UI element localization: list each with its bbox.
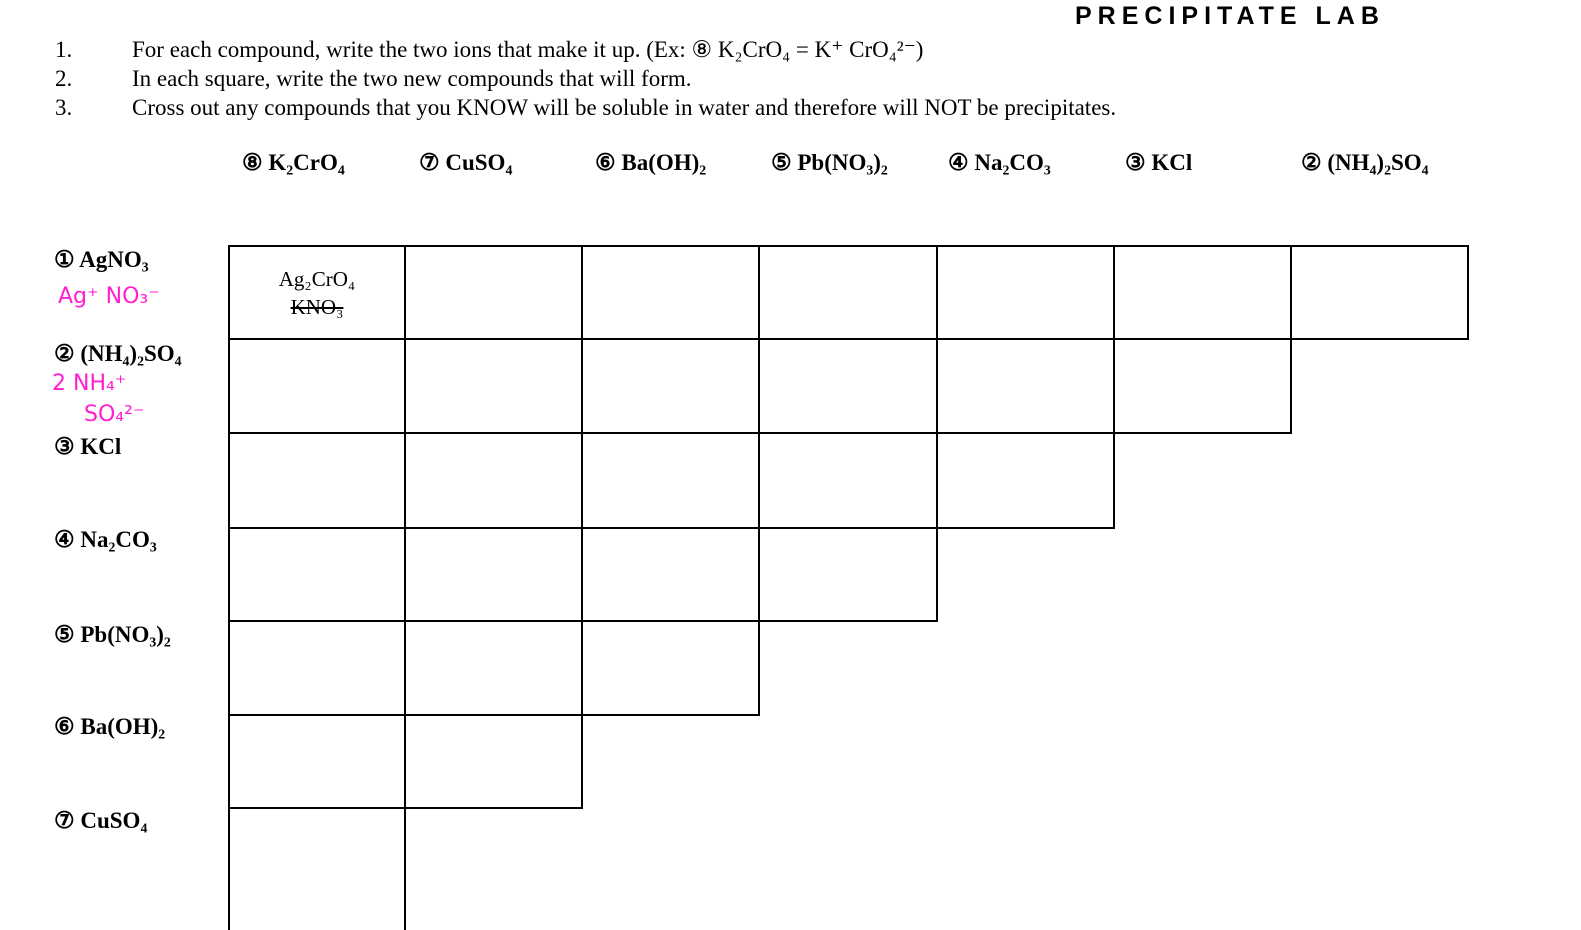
grid-cell [404, 245, 583, 340]
grid-cell [404, 338, 583, 434]
grid-cell [228, 620, 406, 716]
grid-cell [228, 807, 406, 930]
grid-cell [404, 620, 583, 716]
handwritten-nh4-ion: 2 NH₄⁺ [52, 371, 127, 396]
row-header-agno3: ① AgNO₃ [54, 247, 149, 272]
instructions-list [55, 35, 1355, 125]
row-header-nh42so4: ② (NH₄)₂SO₄ [54, 341, 182, 366]
grid-cell [228, 527, 406, 622]
row-header-kcl: ③ KCl [54, 434, 122, 459]
grid-cell [228, 432, 406, 529]
column-header-baoh2: ⑥ Ba(OH)₂ [595, 150, 707, 175]
handwritten-agno3-ions: Ag⁺ NO₃⁻ [58, 284, 160, 309]
instruction-text: For each compound, write the two ions that make it up. (Ex: ⑧ K₂CrO₄ = K⁺ CrO₄²⁻) [132, 37, 924, 62]
grid-cell [581, 620, 760, 716]
page-title: PRECIPITATE LAB [1075, 2, 1385, 30]
instruction-text: Cross out any compounds that you KNOW will be soluble in water and therefore will NOT be precipitates. [132, 95, 1117, 120]
grid-cell [758, 338, 938, 434]
grid-cell [758, 527, 938, 622]
column-header-na2co3: ④ Na₂CO₃ [948, 150, 1051, 175]
grid-cell [936, 245, 1115, 340]
column-header-pbno32: ⑤ Pb(NO₃)₂ [771, 150, 888, 175]
grid-cell [1113, 245, 1292, 340]
grid-cell [758, 432, 938, 529]
grid-cell [404, 527, 583, 622]
instruction-number: 3. [55, 95, 73, 120]
handwritten-so4-ion: SO₄²⁻ [84, 402, 145, 427]
grid-cell [581, 527, 760, 622]
grid-cell [581, 245, 760, 340]
instruction-number: 2. [55, 66, 73, 91]
cell-product-1: Ag₂CrO₄ [278, 267, 356, 291]
cell-product-2-crossed-out: KNO₃ [290, 295, 344, 319]
column-header-kcl: ③ KCl [1125, 150, 1193, 175]
grid-cell [404, 714, 583, 809]
grid-cell [228, 714, 406, 809]
grid-cell [1113, 338, 1292, 434]
grid-cell [1290, 245, 1469, 340]
column-header-nh42so4: ② (NH₄)₂SO₄ [1301, 150, 1429, 175]
grid-cell [228, 245, 406, 340]
grid-cell [758, 245, 938, 340]
row-header-pbno32: ⑤ Pb(NO₃)₂ [54, 622, 171, 647]
row-header-na2co3: ④ Na₂CO₃ [54, 527, 157, 552]
row-header-baoh2: ⑥ Ba(OH)₂ [54, 714, 166, 739]
grid-cell [936, 338, 1115, 434]
row-header-cuso4: ⑦ CuSO₄ [54, 808, 148, 833]
grid-cell [404, 432, 583, 529]
column-header-k2cro4: ⑧ K₂CrO₄ [242, 150, 345, 175]
column-header-cuso4: ⑦ CuSO₄ [419, 150, 513, 175]
grid-cell [228, 338, 406, 434]
grid-cell [581, 338, 760, 434]
instruction-number: 1. [55, 37, 73, 62]
grid-cell [581, 432, 760, 529]
instruction-text: In each square, write the two new compounds that will form. [132, 66, 692, 91]
grid-cell [936, 432, 1115, 529]
